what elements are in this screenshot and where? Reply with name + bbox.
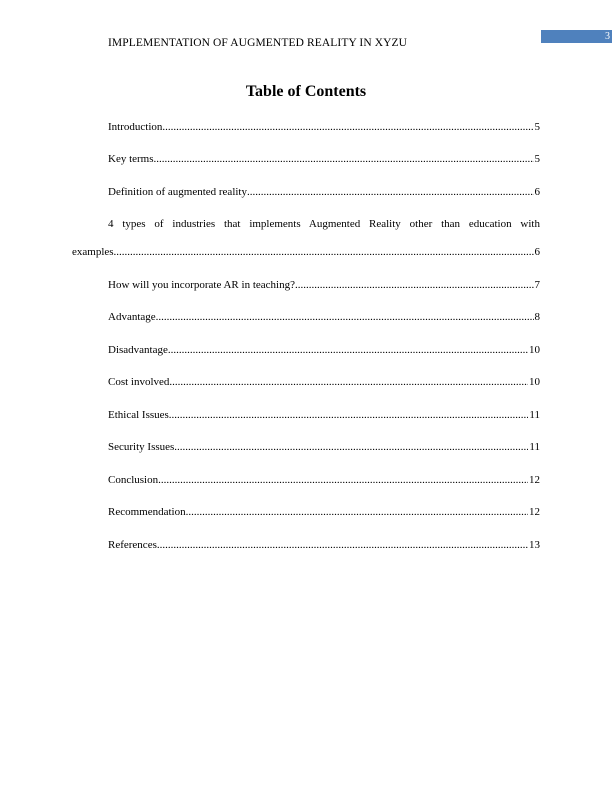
toc-entry-recommendation[interactable]	[108, 506, 540, 522]
leader-dots	[186, 506, 528, 518]
leader-dots	[169, 376, 528, 388]
leader-dots	[114, 246, 535, 258]
toc-entry-industries-line2[interactable]	[72, 246, 540, 262]
toc-entry-incorporate-ar[interactable]	[108, 279, 540, 295]
toc-entry-page: 7	[534, 279, 540, 291]
leader-dots	[158, 474, 528, 486]
toc-entry-cost-involved[interactable]	[108, 376, 540, 392]
toc-entry-references[interactable]	[108, 539, 540, 555]
toc-entry-page: 13	[529, 539, 540, 551]
toc-entry-label: Introduction	[108, 121, 163, 133]
leader-dots	[174, 441, 528, 453]
running-head: IMPLEMENTATION OF AUGMENTED REALITY IN XYZU	[108, 37, 408, 49]
leader-dots	[168, 344, 528, 356]
leader-dots	[162, 121, 533, 133]
toc-entry-definition[interactable]	[108, 186, 540, 202]
toc-entry-page: 5	[534, 153, 540, 165]
toc-entry-label: Advantage	[108, 311, 156, 323]
leader-dots	[295, 279, 534, 291]
toc-entry-advantage[interactable]	[108, 311, 540, 327]
toc-entry-label: Disadvantage	[108, 344, 168, 356]
toc-entry-label: Key terms	[108, 153, 154, 165]
toc-entry-page: 11	[529, 441, 540, 453]
toc-entry-introduction[interactable]	[108, 121, 540, 137]
toc-entry-industries-line1[interactable]: 4 types of industries that implements Augmented Reality other than education with	[108, 218, 540, 230]
toc-heading: Table of Contents	[245, 83, 367, 100]
toc-entry-ethical-issues[interactable]	[108, 409, 540, 425]
page-number-badge	[541, 30, 612, 43]
toc-entry-page: 11	[529, 409, 540, 421]
leader-dots	[157, 539, 528, 551]
toc-entry-page: 8	[534, 311, 540, 323]
toc-entry-label: Security Issues	[108, 441, 175, 453]
toc-entry-page: 10	[529, 344, 540, 356]
toc-entry-label: Cost involved	[108, 376, 170, 388]
leader-dots	[247, 186, 534, 198]
toc-entry-page: 5	[534, 121, 540, 133]
leader-dots	[156, 311, 534, 323]
toc-entry-page: 6	[534, 186, 540, 198]
toc-entry-page: 10	[529, 376, 540, 388]
toc-entry-label: How will you incorporate AR in teaching?	[108, 279, 295, 291]
toc-entry-disadvantage[interactable]	[108, 344, 540, 360]
leader-dots	[154, 153, 534, 165]
toc-entry-key-terms[interactable]	[108, 153, 540, 169]
toc-entry-label: Ethical Issues	[108, 409, 169, 421]
toc-entry-label: Recommendation	[108, 506, 186, 518]
toc-entry-label: examples	[72, 246, 114, 258]
toc-entry-label: Definition of augmented reality	[108, 186, 247, 198]
toc-entry-conclusion[interactable]	[108, 474, 540, 490]
toc-entry-page: 6	[534, 246, 540, 258]
toc-entry-page: 12	[529, 474, 540, 486]
toc-entry-security-issues[interactable]	[108, 441, 540, 457]
toc-entry-label: Conclusion	[108, 474, 159, 486]
toc-entry-label: References	[108, 539, 157, 551]
leader-dots	[169, 409, 529, 421]
toc-entry-page: 12	[529, 506, 540, 518]
page-number: 3	[605, 31, 610, 42]
